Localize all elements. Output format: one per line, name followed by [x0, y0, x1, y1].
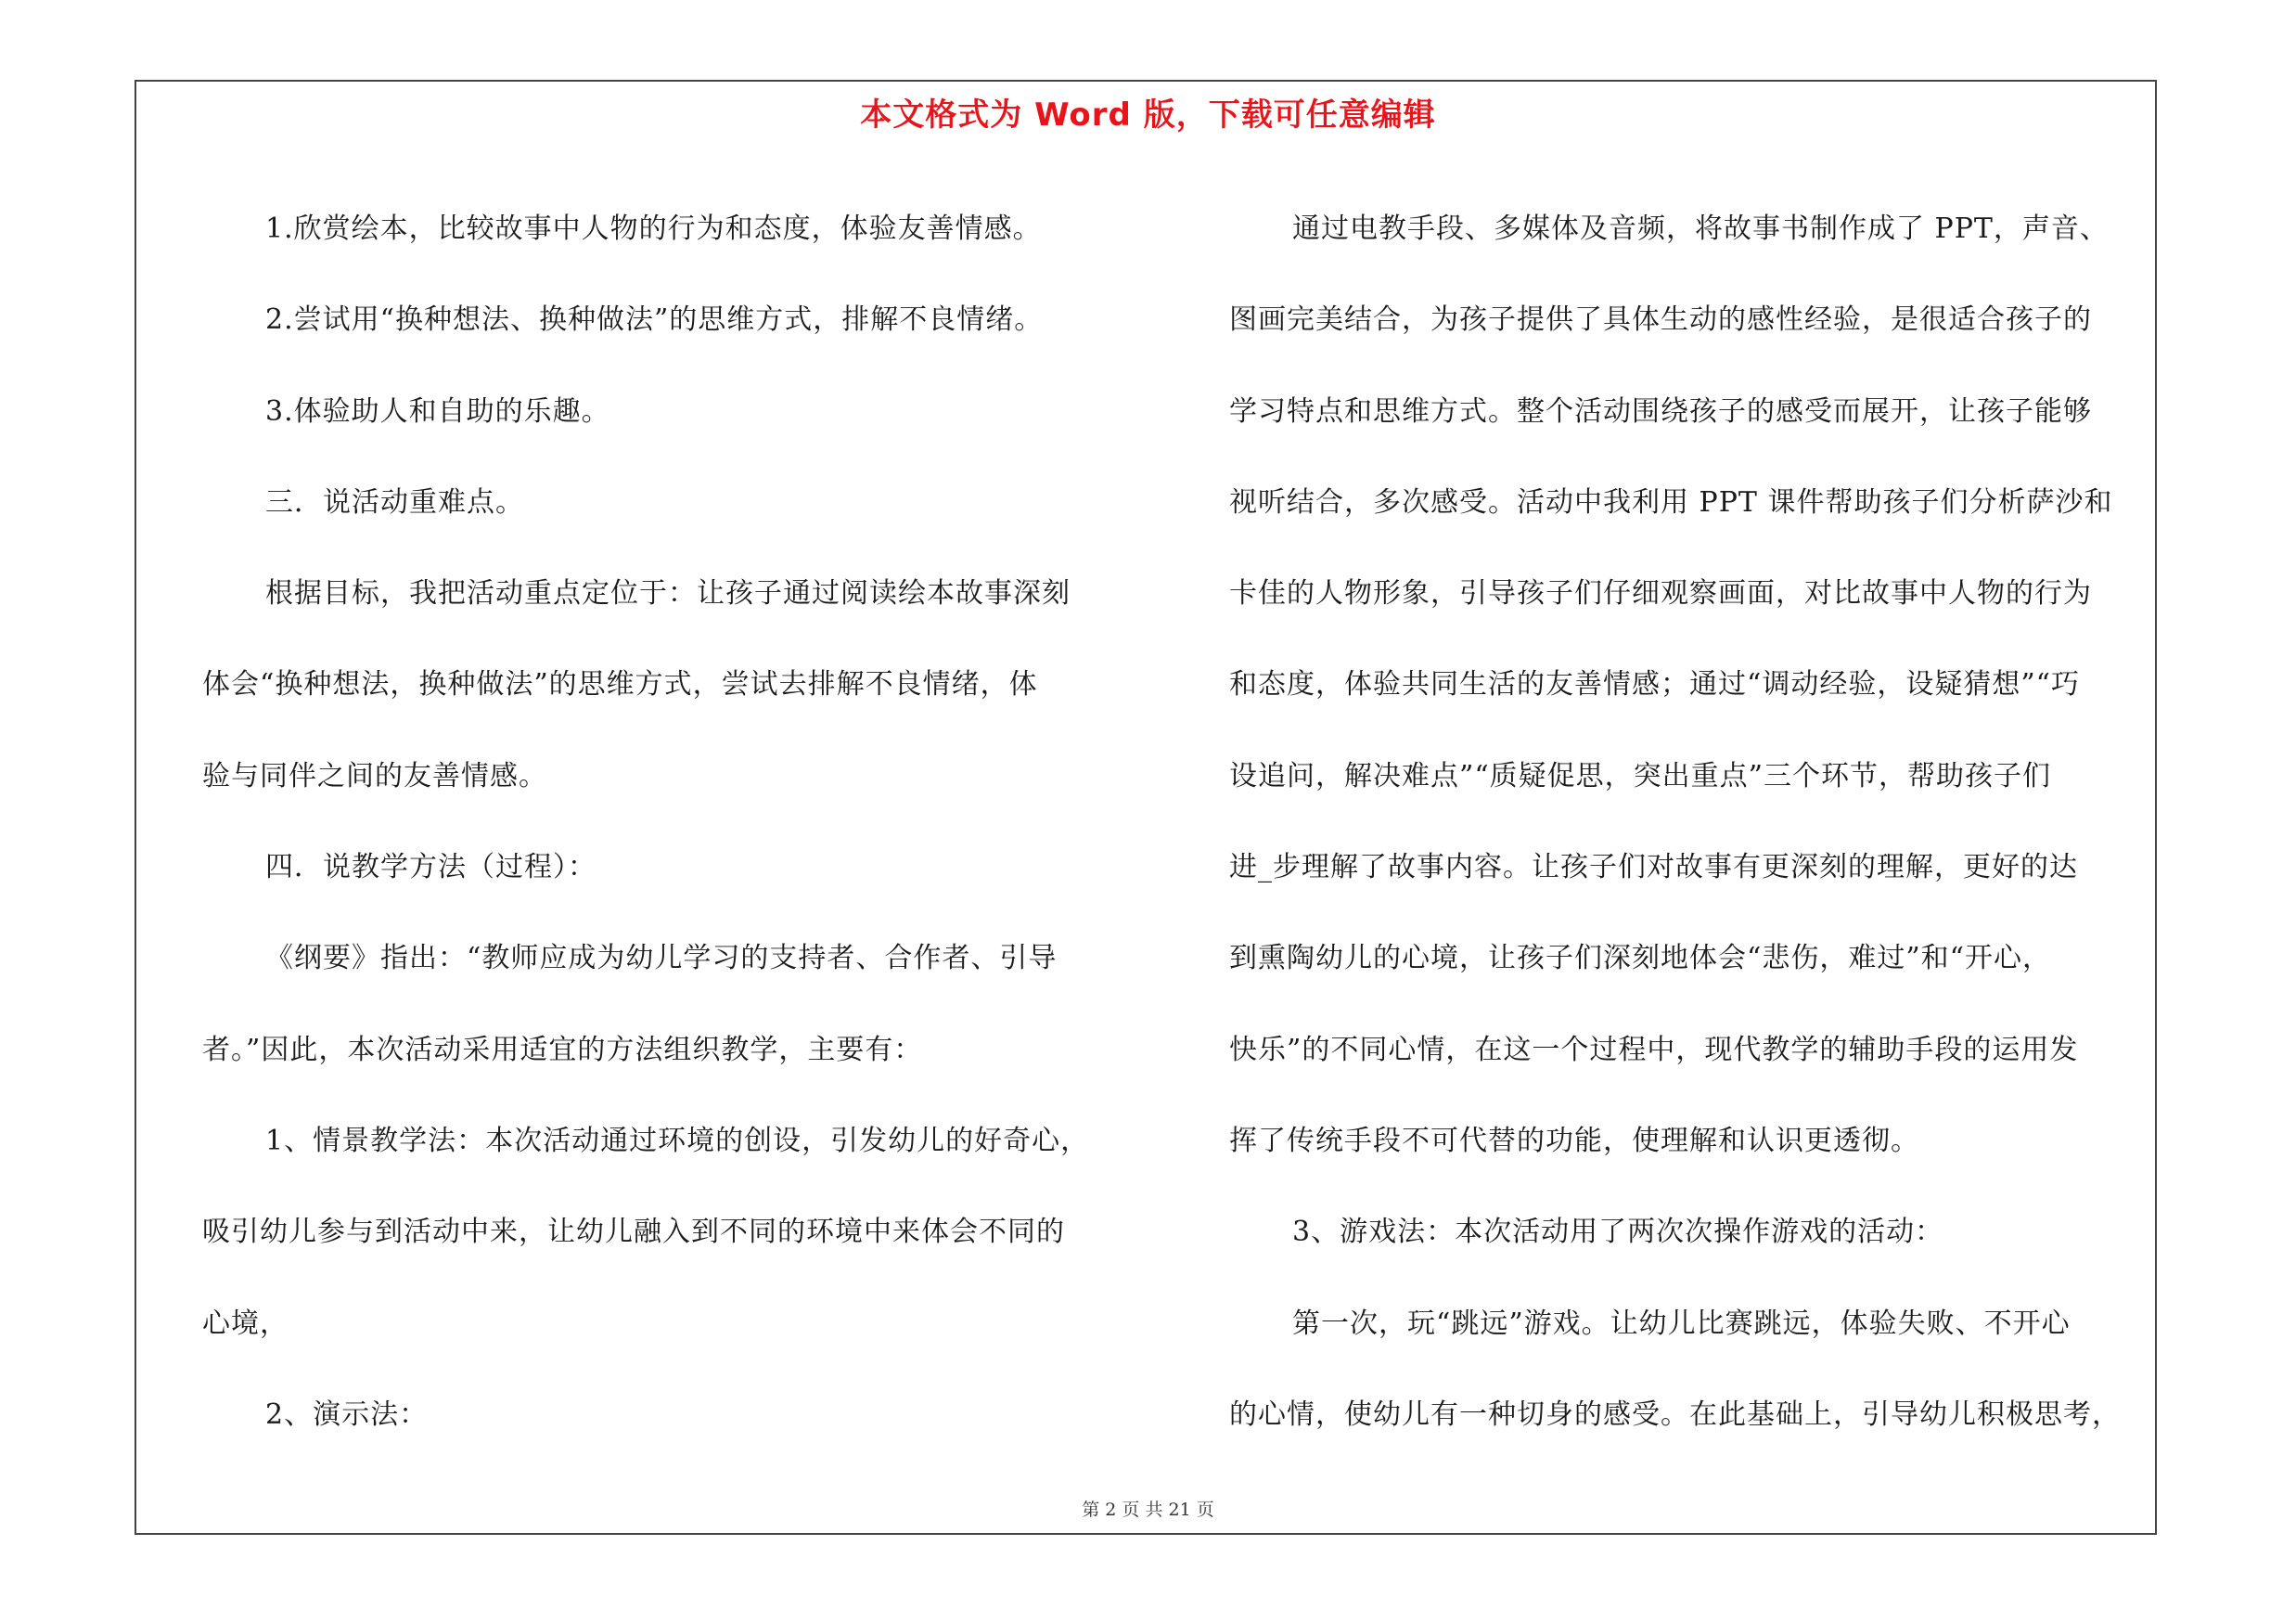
left-column	[202, 184, 1144, 1461]
right-column	[1229, 184, 2157, 1461]
text-line: 设追问，解决难点”“质疑促思，突出重点”三个环节，帮助孩子们	[1229, 759, 2052, 792]
text-line: 验与同伴之间的友善情感。	[202, 759, 547, 792]
text-line: 心境，	[202, 1307, 289, 1340]
text-line: 3.体验助人和自助的乐趣。	[265, 394, 610, 428]
text-line: 挥了传统手段不可代替的功能，使理解和认识更透彻。	[1229, 1124, 1919, 1157]
text-line: 到熏陶幼儿的心境，让孩子们深刻地体会“悲伤，难过”和“开心，	[1229, 942, 2052, 975]
text-line: 的心情，使幼儿有一种切身的感受。在此基础上，引导幼儿积极思考，	[1229, 1398, 2121, 1431]
text-line: 吸引幼儿参与到活动中来，让幼儿融入到不同的环境中来体会不同的	[202, 1216, 1065, 1249]
text-line: 快乐”的不同心情，在这一个过程中，现代教学的辅助手段的运用发	[1229, 1033, 2079, 1066]
page-number: 第 2 页 共 21 页	[1082, 1500, 1214, 1520]
text-line: 者。”因此，本次活动采用适宜的方法组织教学，主要有：	[202, 1033, 923, 1066]
text-line: 2、演示法：	[265, 1398, 429, 1431]
text-line: 进_步理解了故事内容。让孩子们对故事有更深刻的理解，更好的达	[1229, 851, 2078, 884]
text-line: 视听结合，多次感受。活动中我利用 PPT 课件帮助孩子们分析萨沙和	[1229, 485, 2113, 519]
text-line: 三．说活动重难点。	[265, 485, 524, 519]
text-line: 卡佳的人物形象，引导孩子们仔细观察画面，对比故事中人物的行为	[1229, 577, 2092, 611]
text-line: 1.欣赏绘本，比较故事中人物的行为和态度，体验友善情感。	[265, 213, 1042, 245]
text-line: 3、游戏法：本次活动用了两次次操作游戏的活动：	[1292, 1216, 1944, 1249]
text-line: 体会“换种想法，换种做法”的思维方式，尝试去排解不良情绪，体	[202, 668, 1038, 702]
text-line: 2.尝试用“换种想法、换种做法”的思维方式，排解不良情绪。	[265, 303, 1044, 337]
text-line: 图画完美结合，为孩子提供了具体生动的感性经验，是很适合孩子的	[1229, 303, 2092, 337]
text-line: 和态度，体验共同生活的友善情感；通过“调动经验，设疑猜想”“巧	[1229, 668, 2081, 702]
text-line: 学习特点和思维方式。整个活动围绕孩子的感受而展开，让孩子能够	[1229, 394, 2092, 428]
text-line: 《纲要》指出：“教师应成为幼儿学习的支持者、合作者、引导	[265, 942, 1058, 975]
format-banner: 本文格式为 Word 版，下载可任意编辑	[860, 97, 1436, 134]
text-line: 四．说教学方法（过程）：	[265, 851, 596, 884]
text-line: 第一次，玩“跳远”游戏。让幼儿比赛跳远，体验失败、不开心	[1292, 1307, 2071, 1340]
text-line: 通过电教手段、多媒体及音频，将故事书制作成了 PPT，声音、	[1292, 213, 2109, 245]
text-line: 1、情景教学法：本次活动通过环境的创设，引发幼儿的好奇心，	[265, 1124, 1090, 1157]
text-line: 根据目标，我把活动重点定位于：让孩子通过阅读绘本故事深刻	[265, 577, 1071, 611]
